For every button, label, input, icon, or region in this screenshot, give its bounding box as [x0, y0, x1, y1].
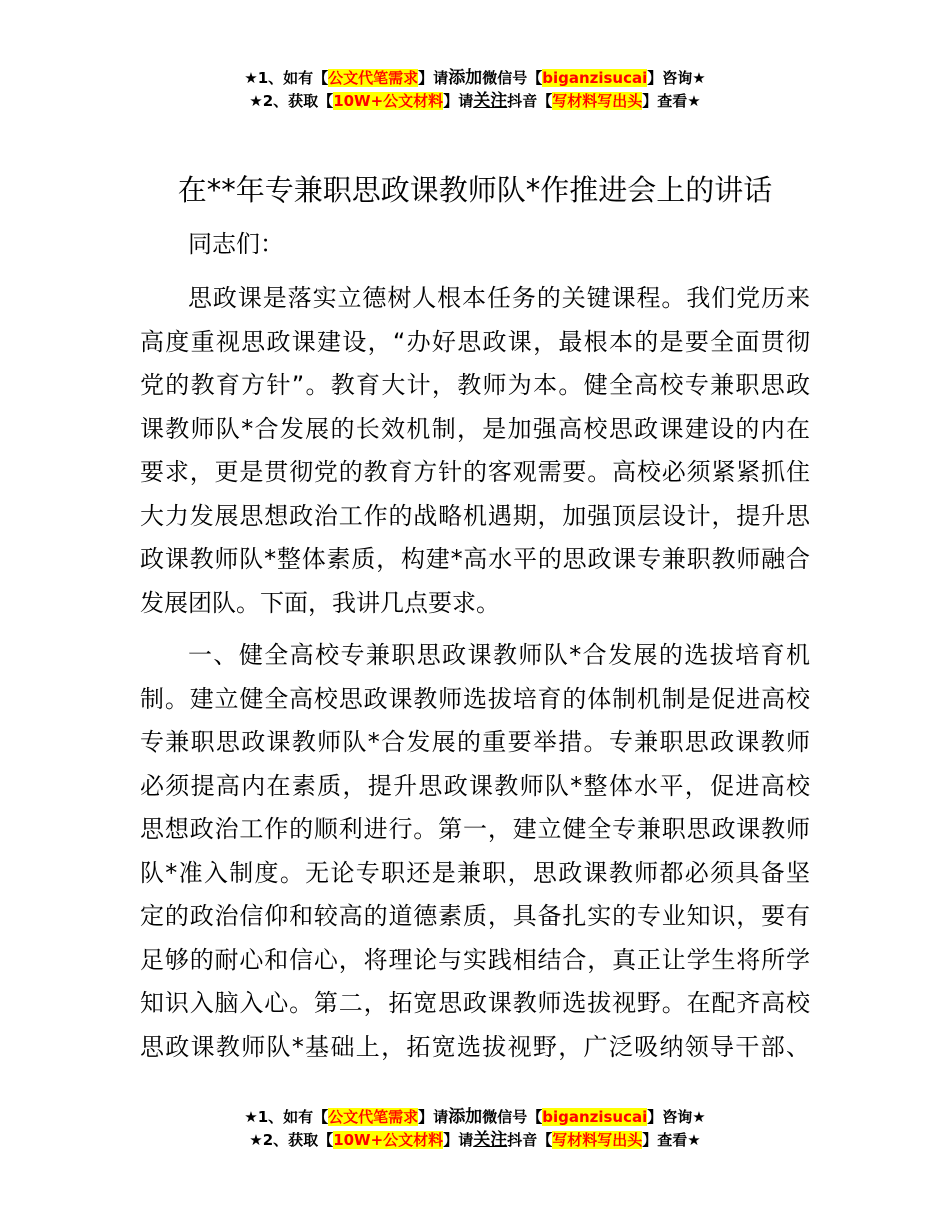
paragraph-line: 思政课是落实立德树人根本任务的关键课程。我们党历来: [188, 284, 810, 312]
banner-text: 】查看★: [642, 1131, 701, 1149]
paragraph-line: 专兼职思政课教师队*合发展的重要举措。专兼职思政课教师: [140, 728, 810, 756]
banner-emphasis: 添加: [448, 68, 483, 88]
banner-line-1: [0, 67, 950, 90]
banner-highlight: 公文代笔需求: [328, 69, 419, 87]
paragraph-line: 发展团队。下面，我讲几点要求。: [140, 588, 500, 617]
paragraph-2: [140, 634, 810, 1069]
bottom-banner: [0, 1106, 950, 1152]
paragraph-line: 思想政治工作的顺利进行。第一，建立健全专兼职思政课教师: [140, 815, 810, 843]
paragraph-line: 必须提高内在素质，提升思政课教师队*整体水平，促进高校: [140, 771, 810, 800]
banner-text: 】咨询★: [647, 1108, 706, 1126]
paragraph-line: 定的政治信仰和较高的道德素质，具备扎实的专业知识，要有: [140, 902, 810, 930]
greeting-line: 同志们：: [188, 230, 284, 258]
paragraph-line: 政课教师队*整体素质，构建*高水平的思政课专兼职教师融合: [140, 545, 810, 573]
banner-text: 】请: [418, 69, 449, 87]
banner-emphasis: 添加: [448, 1107, 483, 1127]
paragraph-line: 党的教育方针”。教育大计，教师为本。健全高校专兼职思政: [140, 371, 810, 399]
paragraph-line: 大力发展思想政治工作的战略机遇期，加强顶层设计，提升思: [140, 501, 810, 530]
paragraph-line: 知识入脑入心。第二，拓宽思政课教师选拔视野。在配齐高校: [140, 989, 810, 1017]
paragraph-line: 课教师队*合发展的长效机制，是加强高校思政课建设的内在: [140, 414, 810, 443]
paragraph-line: 队*准入制度。无论专职还是兼职，思政课教师都必须具备坚: [140, 858, 810, 887]
banner-text: 抖音【: [507, 1131, 553, 1149]
paragraph-1: [140, 277, 810, 625]
paragraph-line: 要求，更是贯彻党的教育方针的客观需要。高校必须紧紧抓住: [140, 458, 810, 486]
banner-highlight: 10W+公文材料: [333, 1131, 444, 1149]
banner-text: ★1、如有【: [244, 69, 329, 87]
banner-line-2: [0, 1129, 950, 1152]
banner-text: 】查看★: [642, 92, 701, 110]
banner-text: ★1、如有【: [244, 1108, 329, 1126]
banner-text: 抖音【: [507, 92, 553, 110]
banner-text: 】请: [443, 92, 474, 110]
banner-text: 】咨询★: [647, 69, 706, 87]
document-title: 在**年专兼职思政课教师队*作推进会上的讲话: [177, 173, 773, 207]
banner-highlight: 公文代笔需求: [328, 1108, 419, 1126]
banner-text: 微信号【: [482, 1108, 543, 1126]
banner-douyin-id: 写材料写出头: [552, 92, 643, 110]
banner-wechat-id: biganzisucai: [542, 69, 648, 87]
banner-text: 微信号【: [482, 69, 543, 87]
banner-douyin-id: 写材料写出头: [552, 1131, 643, 1149]
paragraph-line: 高度重视思政课建设，“办好思政课，最根本的是要全面贯彻: [140, 327, 810, 356]
banner-text: ★2、获取【: [249, 1131, 334, 1149]
banner-emphasis: 关注: [473, 1130, 508, 1150]
banner-wechat-id: biganzisucai: [542, 1108, 648, 1126]
banner-emphasis: 关注: [473, 91, 508, 111]
paragraph-line: 思政课教师队*基础上，拓宽选拔视野，广泛吸纳领导干部、: [140, 1032, 810, 1061]
banner-text: 】请: [418, 1108, 449, 1126]
paragraph-line: 一、健全高校专兼职思政课教师队*合发展的选拔培育机: [188, 641, 810, 669]
banner-text: ★2、获取【: [249, 92, 334, 110]
banner-line-1: [0, 1106, 950, 1129]
banner-line-2: [0, 90, 950, 113]
greeting: [140, 223, 810, 267]
banner-highlight: 10W+公文材料: [333, 92, 444, 110]
top-banner: [0, 67, 950, 113]
paragraph-line: 足够的耐心和信心，将理论与实践相结合，真正让学生将所学: [140, 945, 810, 974]
paragraph-line: 制。建立健全高校思政课教师选拔培育的体制机制是促进高校: [140, 684, 810, 713]
banner-text: 】请: [443, 1131, 474, 1149]
